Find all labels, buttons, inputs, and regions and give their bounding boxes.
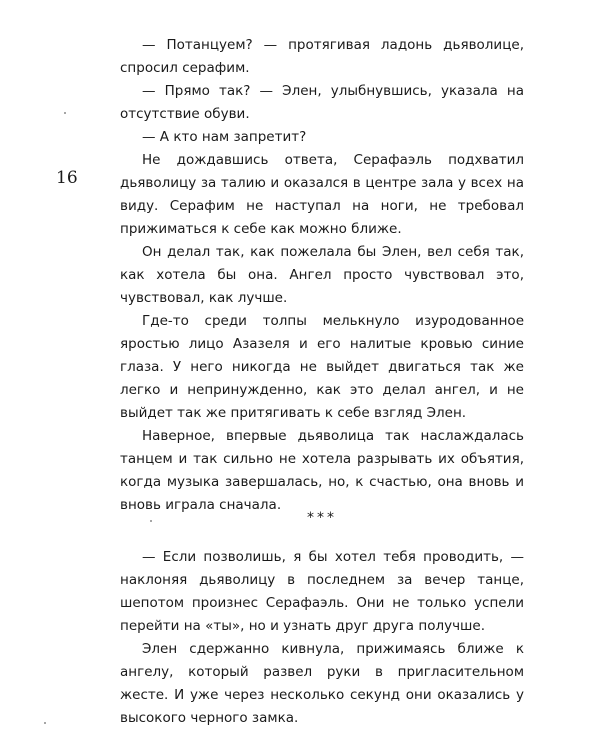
paragraph: — А кто нам запретит? (142, 129, 307, 145)
paragraph: Где-то среди толпы мелькнуло изуродованное яростью лицо Азазеля и его налитые кровью синие глаза. У него никогда не выйдет двигаться так же легко и непринужденно, как это делал ангел, и не выйдет так же притягивать к себе взгляд Элен. (120, 313, 524, 421)
paragraph: — Если позволишь, я бы хотел тебя проводить, — наклоняя дьяволицу в последнем за вечер танце, шепотом произнес Серафаэль. Они не только успели перейти на «ты», но и узнать друг друга получше. (120, 549, 524, 634)
paragraph: Наверное, впервые дьяволица так наслаждалась танцем и так сильно не хотела разрывать их объятия, когда музыка завершалась, но, к счастью, она вновь и вновь играла сначала. (120, 428, 524, 513)
paragraph: Он делал так, как пожелала бы Элен, вел себя так, как хотела бы она. Ангел просто чувствовал это, чувствовал, как лучше. (120, 244, 524, 306)
scan-speck (64, 112, 66, 114)
page-number: 16 (56, 168, 78, 188)
paragraph: — Потанцуем? — протягивая ладонь дьяволице, спросил серафим. (120, 37, 524, 76)
text-section-top (120, 34, 524, 517)
section-separator: *** (307, 510, 337, 526)
paragraph: Не дождавшись ответа, Серафаэль подхватил дьяволицу за талию и оказался в центре зала у всех на виду. Серафим не наступал на ноги, не требовал прижиматься к себе как можно ближе. (120, 152, 524, 237)
paragraph: Элен сдержанно кивнула, прижимаясь ближе к ангелу, который развел руки в пригласительном жесте. И уже через несколько секунд они оказались у высокого черного замка. (120, 641, 524, 726)
scan-speck (150, 520, 152, 522)
scan-speck (44, 722, 46, 724)
paragraph: — Прямо так? — Элен, улыбнувшись, указала на отсутствие обуви. (120, 83, 524, 122)
text-section-bottom (120, 546, 524, 730)
